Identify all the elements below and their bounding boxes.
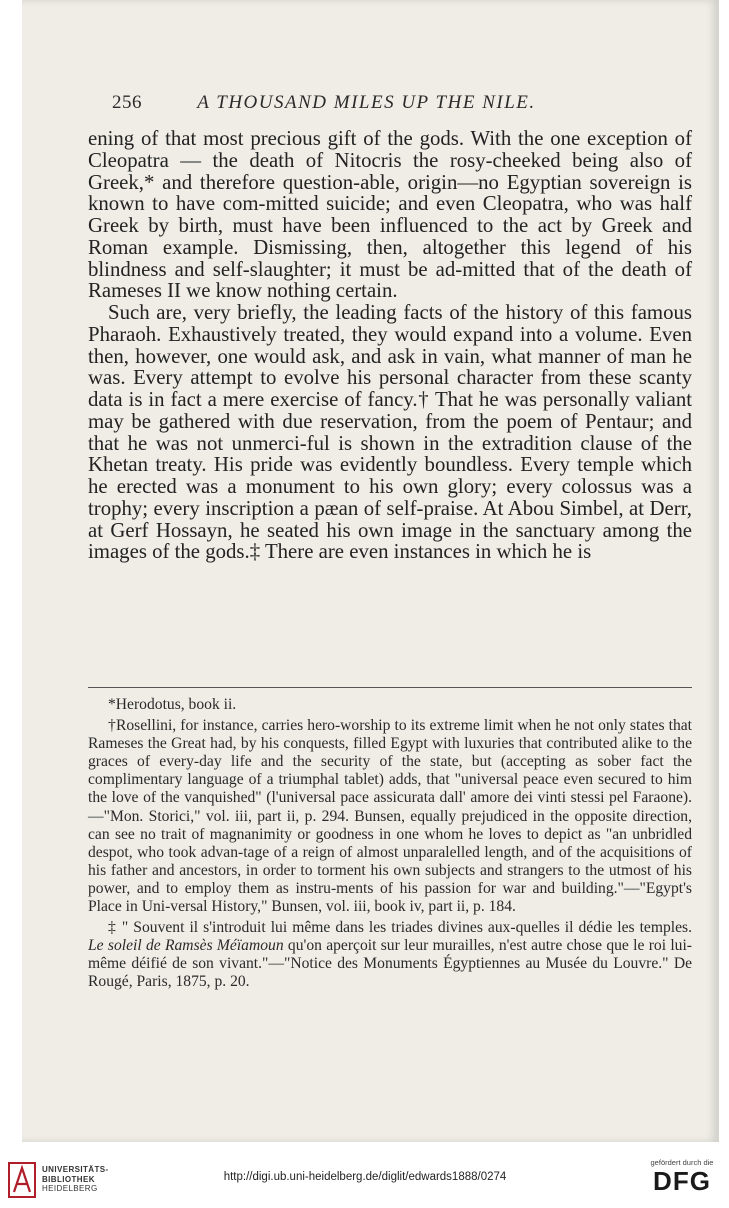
footnote-herodotus: *Herodotus, book ii. xyxy=(108,696,237,713)
footnote-rouge-prefix: ‡ " Souvent il s'introduit lui même dans les triades divines aux-quelles il dédie les temples. xyxy=(108,919,692,937)
library-line-1: UNIVERSITÄTS- xyxy=(42,1165,109,1174)
footnote-rosellini: †Rosellini, for instance, carries hero-worship to its extreme limit when he not only states that Rameses the Great had, by his conquests, filled Egypt with luxuries that contributed alike to the graces of every-day life and the security of the state, but (accepting as sober fact the complimentary language of a triumphal tablet) adds, that "universal peace even secured to him the love of the vanquished" (l'universal pace assicurata dall' amore dei vinti stessi pel Faraone).—"Mon. Storici," vol. iii, part ii, p. 294. Bunsen, equally prejudiced in the opposite direction, can see no trait of magnanimity or goodness in one whom he loves to depict as "an unbridled despot, who took advan-tage of a reign of almost unparalelled length, and of the acquisitions of his father and ancestors, in order to torment his own subjects and strangers to the utmost of his power, and to employ them as instru-ments of his passion for war and building."—"Egypt's Place in Uni-versal History," Bunsen, vol. iii, book iv, part ii, p. 184. xyxy=(88,717,692,916)
body-text xyxy=(88,128,692,563)
dfg-logo: DFG xyxy=(653,1166,711,1196)
paragraph-2: Such are, very briefly, the leading facts of the history of this famous Pharaoh. Exhaustively treated, they would expand into a volume. Even then, however, one would ask, and ask in vain, what manner of man he was. Every attempt to evolve his personal character from these scanty data is in fact a mere exercise of fancy.† That he was personally valiant may be gathered with due reservation, from the poem of Pentaur; and that he was not unmerci-ful is shown in the extradition clause of the Khetan treaty. His pride was evidently boundless. Every temple which he erected was a monument to his own glory; every colossus was a trophy; every inscription a pæan of self-praise. At Abou Simbel, at Derr, at Gerf Hossayn, he seated his own image in the sanctuary among the images of the gods.‡ There are even instances in which he is xyxy=(88,301,692,564)
footnote-rouge xyxy=(88,919,692,991)
running-head xyxy=(112,92,692,114)
permalink-url[interactable]: http://digi.ub.uni-heidelberg.de/diglit/edwards1888/0274 xyxy=(223,1171,507,1183)
viewer-footer xyxy=(0,1152,729,1208)
page-number: 256 xyxy=(112,92,142,113)
running-title: A THOUSAND MILES UP THE NILE. xyxy=(197,92,536,113)
paragraph-1: ening of that most precious gift of the gods. With the one exception of Cleopatra — the death of Nitocris the rosy-cheeked being also of Greek,* and therefore question-able, origin—no Egyptian sovereign is known to have com-mitted suicide; and even Cleopatra, who was half Greek by birth, must have been influenced to the act by Greek and Roman example. Dismissing, then, altogether this legend of his blindness and self-slaughter; it must be ad-mitted that of the death of Rameses II we know nothing certain. xyxy=(88,127,692,303)
library-seal-icon xyxy=(8,1162,36,1198)
library-name xyxy=(42,1165,109,1194)
footnote-rouge-italic: Le soleil de Ramsès Méïamoun xyxy=(88,937,284,955)
library-line-3: HEIDELBERG xyxy=(42,1184,98,1193)
sponsor-label: gefördert durch die xyxy=(650,1158,714,1167)
footnote-rouge-suffix: qu'on aperçoit sur leur murailles, n'est autre chose que le roi lui-même déifié de son vivant."—"Notice des Monuments Égyptiennes au Musée du Louvre." De Rougé, Paris, 1875, p. 20. xyxy=(88,937,692,991)
sponsor-logo[interactable] xyxy=(647,1158,717,1195)
library-line-2: BIBLIOTHEK xyxy=(42,1174,95,1184)
library-logo[interactable] xyxy=(8,1162,128,1202)
footnotes xyxy=(88,696,692,992)
book-page xyxy=(22,0,719,1142)
footnote-rule xyxy=(88,687,692,688)
